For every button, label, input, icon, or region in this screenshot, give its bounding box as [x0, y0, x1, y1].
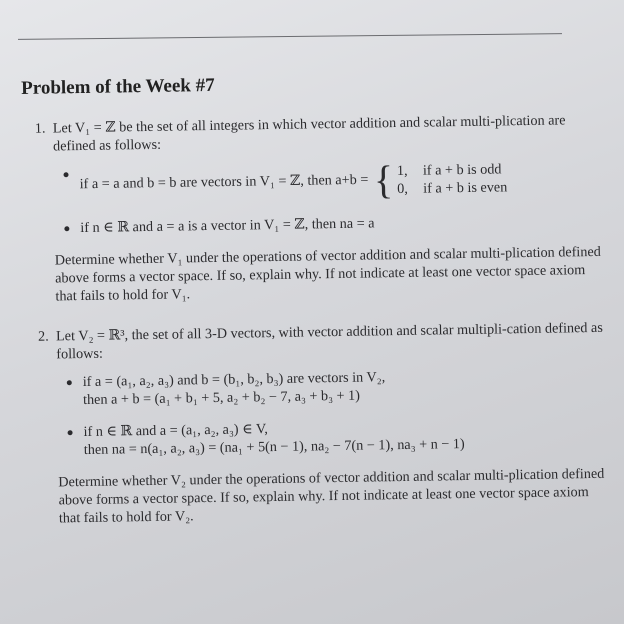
- problem-2: [22, 319, 610, 528]
- problem-question: Determine whether V₁ under the operations of vector addition and scalar multi-plication defined above forms a vector space. If so, explain why. If not indicate at least one vector space axiom that fails to hold for V₁.: [54, 243, 601, 305]
- problem-intro: Let V₂ = ℝ³, the set of all 3-D vectors, with vector addition and scalar multipli-cation defined as follows:: [55, 319, 603, 363]
- problem-number: 1.: [34, 120, 46, 137]
- problem-1: [19, 111, 607, 306]
- case-odd: 1, if a + b is odd: [396, 161, 502, 180]
- addition-text: if a = a and b = b are vectors in V₁ = ℤ, then a+b =: [79, 171, 369, 193]
- addition-definition: [79, 157, 605, 205]
- case-even: 0, if a + b is even: [397, 179, 508, 198]
- definition-list: [57, 365, 609, 460]
- worksheet: [18, 69, 610, 528]
- addition-definition: if a = (a₁, a₂, a₃) and b = (b₁, b₂, b₃) are vectors in V₂, then a + b = (a₁ + b₁ + 5, a₂ + b₂ − 7, a₃ + b₃ + 1): [83, 365, 609, 409]
- problem-intro: Let V₁ = ℤ be the set of all integers in which vector addition and scalar multi-plication are defined as follows:: [52, 112, 566, 155]
- problem-number: 2.: [37, 328, 49, 345]
- page-title: Problem of the Week #7: [20, 74, 215, 99]
- piecewise-cases: [372, 157, 508, 203]
- scalar-definition: if n ∈ ℝ and a = (a₁, a₂, a₃) ∈ V, then na = n(a₁, a₂, a₃) = (na₁ + 5(n − 1), na₂ − 7(n − 1), na₃ + n − 1): [83, 415, 609, 459]
- definition-list: [53, 157, 605, 238]
- problem-question: Determine whether V₂ under the operations of vector addition and scalar multi-plication defined above forms a vector space. If so, explain why. If not indicate at least one vector space axiom that fails to hold for V₂.: [58, 465, 605, 527]
- brace-glyph: {: [373, 157, 394, 203]
- scalar-definition: if n ∈ ℝ and a = a is a vector in V₁ = ℤ, then na = a: [80, 211, 605, 237]
- top-rule: [18, 33, 562, 40]
